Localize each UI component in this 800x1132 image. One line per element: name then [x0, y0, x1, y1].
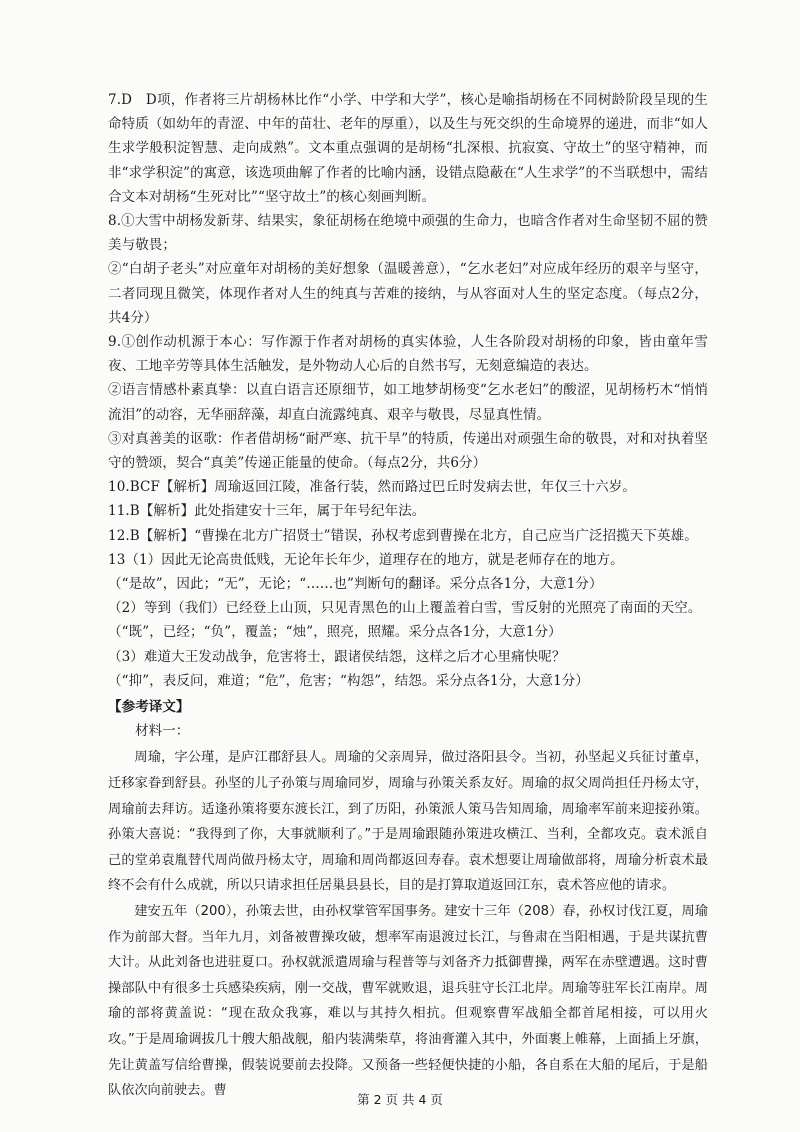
material-one-label: 材料一：: [135, 723, 190, 740]
answer-11: 11.B【解析】此处指建安十三年，属于年号纪年法。: [108, 503, 426, 520]
reference-translation-heading: 【参考译文】: [108, 699, 190, 716]
answer-8-point-1: 8.①大雪中胡杨发新芽、结果实，象征胡杨在绝境中顽强的生命力，也暗含作者对生命坚韧不屈的赞美与敬畏；: [108, 213, 708, 254]
translation-paragraph-2: 建安五年（200），孙策去世，由孙权掌管军国事务。建安十三年（208）春，孙权讨伐江夏，周瑜作为前部大督。当年九月，刘备被曹操攻破，想率军南退渡过长江，与鲁肃在当阳相遇，于是共谋抗曹大计。从此刘备也进驻夏口。孙权就派遣周瑜与程普等与刘备齐力抵御曹操，两军在赤壁遭遇。这时曹操部队中有很多士兵感染疾病，刚一交战，曹军就败退，退兵驻守长江北岸。周瑜等驻军长江南岸。周瑜的部将黄盖说：“现在敌众我寡，难以与其持久相抗。但观察曹军战船全都首尾相接，可以用火攻。”于是周瑜调拔几十艘大船战舰，船内装满柴草，将油膏灌入其中，外面裹上帷幕，上面插上牙旗，先让黄盖写信给曹操，假装说要前去投降。又预备一些轻便快捷的小船，各自系在大船的尾后，于是船队依次向前驶去。曹: [108, 904, 708, 1099]
translation-paragraph-1: 周瑜，字公瑾，是庐江郡舒县人。周瑜的父亲周异，做过洛阳县令。当初，孙坚起义兵征讨董卓，迁移家眷到舒县。孙坚的儿子孙策与周瑜同岁，周瑜与孙策关系友好。周瑜的叔父周尚担任丹杨太守，周瑜前去拜访。适逢孙策将要东渡长江，到了历阳，孙策派人策马告知周瑜，周瑜率军前来迎接孙策。孙策大喜说：“我得到了你，大事就顺利了。”于是周瑜跟随孙策进攻横江、当利，全都攻克。袁术派自己的堂弟袁胤替代周尚做丹杨太守，周瑜和周尚都返回寿春。袁术想要让周瑜做部将，周瑜分析袁术最终不会有什么成就，所以只请求担任居巢县县长，目的是打算取道返回江东，袁术答应他的请求。: [108, 750, 708, 894]
answer-10: 10.BCF【解析】周瑜返回江陵，准备行装，然而路过巴丘时发病去世，年仅三十六岁。: [108, 479, 636, 496]
answer-9-point-3: ③对真善美的讴歌：作者借胡杨“耐严寒、抗干旱”的特质，传递出对顽强生命的敬畏，对和对执着坚守的赞颂，契合“真美”传递正能量的使命。（每点2分，共6分）: [108, 430, 708, 472]
answer-12: 12.B【解析】“曹操在北方广招贤士”错误，孙权考虑到曹操在北方，自己应当广泛招揽天下英雄。: [108, 527, 698, 544]
answer-13-part-3: （3）难道大王发动战争，危害将士，跟诸侯结怨，这样之后才心里痛快呢？: [108, 648, 566, 665]
answer-9-point-2: ②语言情感朴素真挚：以直白语言还原细节，如工地梦胡杨变“乞水老妇”的酸涩，见胡杨朽木“悄悄流泪”的动容，无华丽辞藻，却直白流露纯真、艰辛与敬畏，尽显真性情。: [108, 382, 708, 423]
answer-13-part-1-scoring: （“是故”，因此；“无”，无论；“……也”判断句的翻译。采分点各1分，大意1分）: [108, 576, 603, 593]
answer-13-part-2: （2）等到（我们）已经登上山顶，只见青黑色的山上覆盖着白雪，雪反射的光照亮了南面的天空。: [108, 600, 702, 617]
answer-9-point-1: 9.①创作动机源于本心：写作源于作者对胡杨的真实体验，人生各阶段对胡杨的印象，皆由童年雪夜、工地辛劳等具体生活触发，是外物动人心后的自然书写，无刻意编造的表达。: [108, 334, 708, 375]
answer-7: 7.D D项，作者将三片胡杨林比作“小学、中学和大学”，核心是喻指胡杨在不同树龄阶段呈现的生命特质（如幼年的青涩、中年的苗壮、老年的厚重），以及生与死交织的生命境界的递进，而非“如人生求学般积淀智慧、走向成熟”。文本重点强调的是胡杨“扎深根、抗寂寞、守故土”的坚守精神，而非“求学积淀”的寓意，该选项曲解了作者的比喻内涵，设错点隐蔽在“人生求学”的不当联想中，需结合文本对胡杨“生死对比”“坚守故土”的核心刻画判断。: [108, 92, 708, 205]
answer-13-part-2-scoring: （“既”，已经；“负”，覆盖；“烛”，照亮，照耀。采分点各1分，大意1分）: [108, 624, 562, 641]
answer-13-part-1: 13（1）因此无论高贵低贱，无论年长年少，道理存在的地方，就是老师存在的地方。: [108, 551, 624, 568]
page-number-footer: 第 2 页 共 4 页: [357, 1092, 443, 1107]
page-content: [108, 88, 708, 1104]
answer-13-part-3-scoring: （“抑”，表反问，难道；“危”，危害；“构怨”，结怨。采分点各1分，大意1分）: [108, 672, 589, 689]
answer-8-point-2: ②“白胡子老头”对应童年对胡杨的美好想象（温暖善意），“乞水老妇”对应成年经历的艰辛与坚守，二者同现且微笑，体现作者对人生的纯真与苦难的接纳，与从容面对人生的坚定态度。（每点2分，共4分）: [108, 261, 708, 326]
